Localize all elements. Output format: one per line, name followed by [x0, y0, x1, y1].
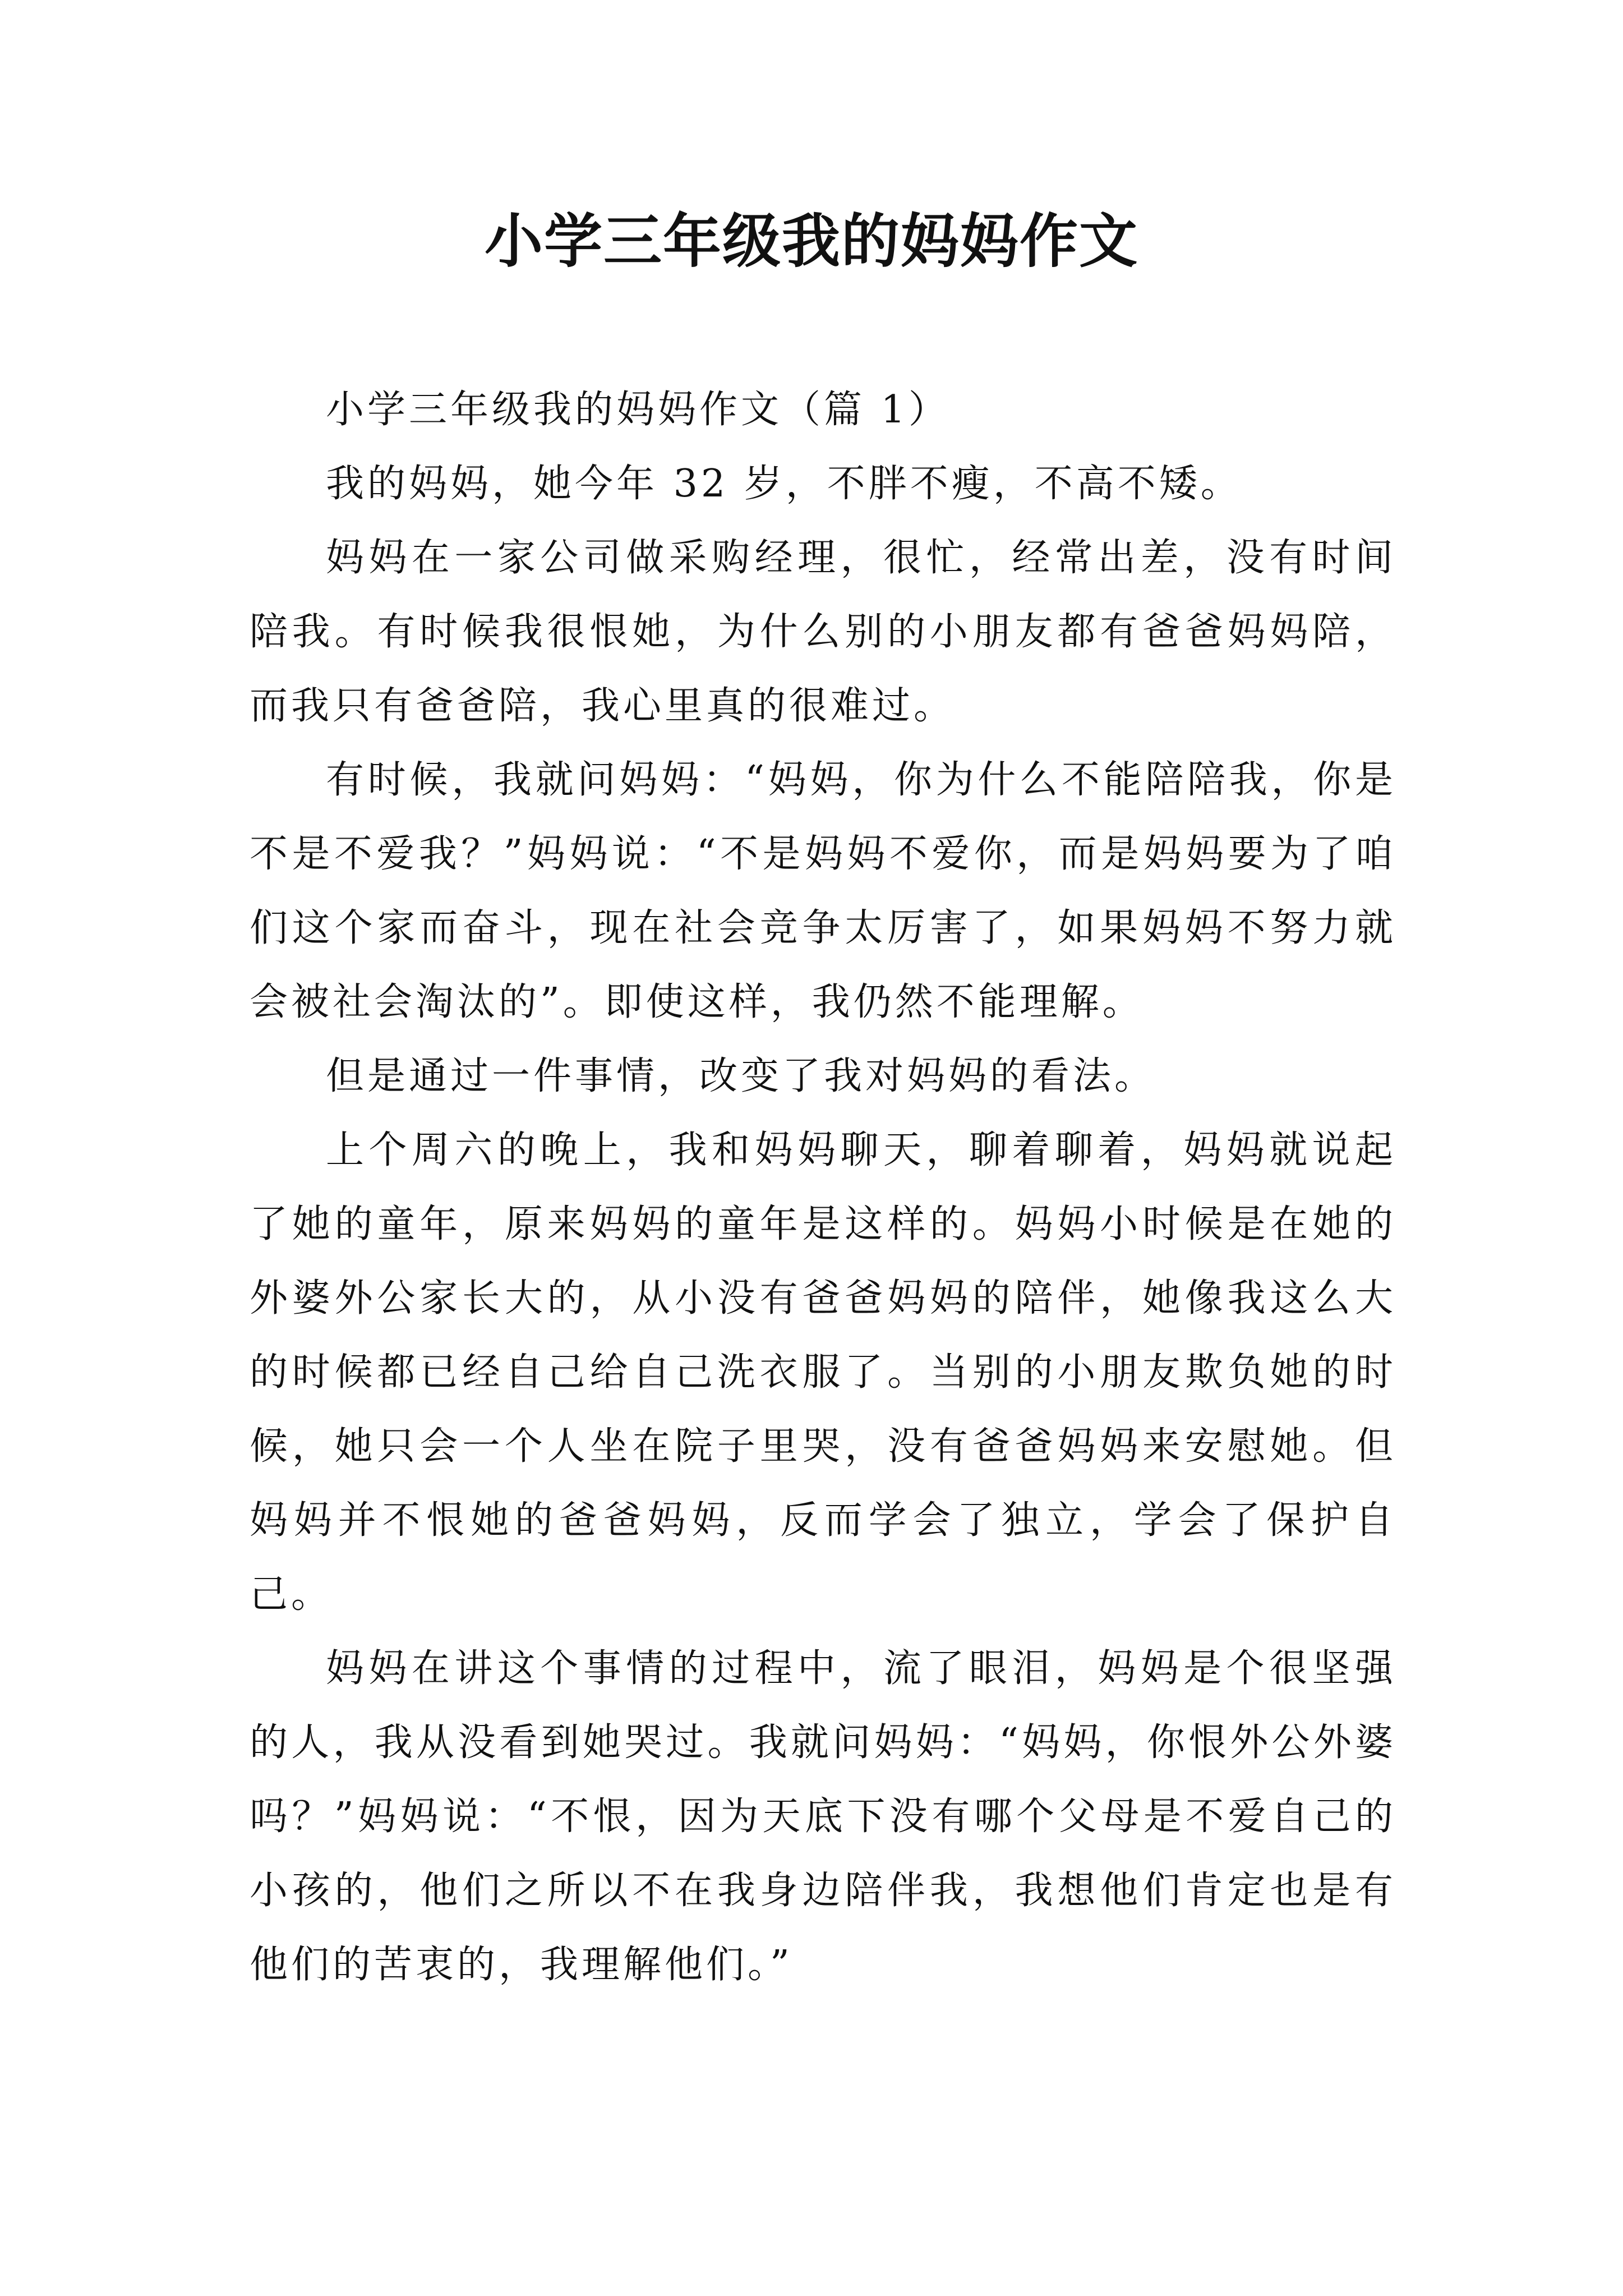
paragraph-3: 妈妈在一家公司做采购经理，很忙，经常出差，没有时间陪我。有时候我很恨她，为什么别的小朋友都有爸爸妈妈陪，而我只有爸爸陪，我心里真的很难过。 — [250, 536, 1396, 728]
document-title: 小学三年级我的妈妈作文 — [484, 206, 1138, 275]
paragraph-2: 我的妈妈，她今年 32 岁，不胖不瘦，不高不矮。 — [326, 462, 1242, 506]
paragraph-7: 妈妈在讲这个事情的过程中，流了眼泪，妈妈是个很坚强的人，我从没看到她哭过。我就问妈妈：“妈妈，你恨外公外婆吗？”妈妈说：“不恨，因为天底下没有哪个父母是不爱自己的小孩的，他们之所以不在我身边陪伴我，我想他们肯定也是有他们的苦衷的，我理解他们。” — [250, 1646, 1396, 1987]
paragraph-6: 上个周六的晚上，我和妈妈聊天，聊着聊着，妈妈就说起了她的童年，原来妈妈的童年是这样的。妈妈小时候是在她的外婆外公家长大的，从小没有爸爸妈妈的陪伴，她像我这么大的时候都已经自己给自己洗衣服了。当别的小朋友欺负她的时候，她只会一个人坐在院子里哭，没有爸爸妈妈来安慰她。但妈妈并不恨她的爸爸妈妈，反而学会了独立，学会了保护自己。 — [250, 1128, 1396, 1617]
paragraph-5: 但是通过一件事情，改变了我对妈妈的看法。 — [326, 1054, 1156, 1098]
paragraph-4: 有时候，我就问妈妈：“妈妈，你为什么不能陪陪我，你是不是不爱我？”妈妈说：“不是妈妈不爱你，而是妈妈要为了咱们这个家而奋斗，现在社会竞争太厉害了，如果妈妈不努力就会被社会淘汰的”。即使这样，我仍然不能理解。 — [250, 758, 1396, 1024]
document-body — [250, 373, 1396, 2002]
paragraph-1: 小学三年级我的妈妈作文（篇 1） — [326, 388, 950, 432]
